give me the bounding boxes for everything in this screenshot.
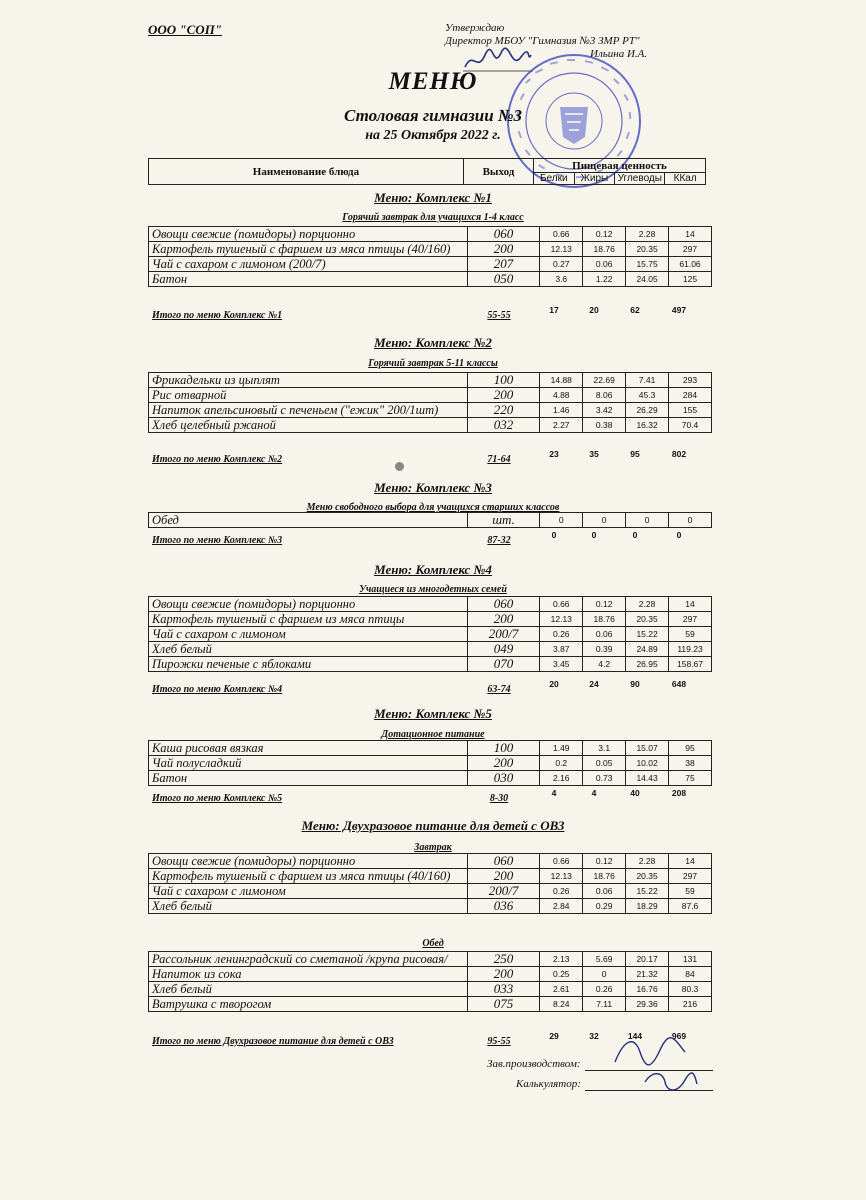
dish-name: Обед [149, 513, 468, 528]
dish-output: 207 [467, 257, 540, 272]
dish-output: 200 [467, 242, 540, 257]
dish-fats: 0.06 [583, 257, 626, 272]
total-carbs: 40 [630, 788, 640, 798]
dish-output: 200 [467, 612, 540, 627]
dish-name: Каша рисовая вязкая [149, 741, 468, 756]
dish-name: Чай с сахаром с лимоном [149, 627, 468, 642]
total-output: 87-32 [487, 534, 511, 546]
total-kcal: 0 [676, 530, 682, 540]
dish-row [149, 657, 712, 672]
dish-row [149, 884, 712, 899]
dish-fats: 4.2 [583, 657, 626, 672]
dish-proteins: 0.66 [540, 854, 583, 869]
dish-carbs: 20.35 [626, 612, 669, 627]
dish-carbs: 10.02 [626, 756, 669, 771]
section-total [152, 788, 712, 805]
dish-carbs: 0 [626, 513, 669, 528]
dish-fats: 5.69 [583, 952, 626, 967]
dish-carbs: 18.29 [626, 899, 669, 914]
total-fats: 35 [589, 449, 599, 459]
dish-carbs: 26.29 [626, 403, 669, 418]
approval-line: Директор МБОУ "Гимназия №3 ЗМР РТ" [445, 35, 640, 47]
total-label: Итого по меню Двухразовое питание для детей с ОВЗ [152, 1035, 394, 1047]
col-fats: Жиры [574, 173, 615, 185]
ink-dot [395, 462, 404, 471]
dish-name: Хлеб целебный ржаной [149, 418, 468, 433]
dish-row [149, 854, 712, 869]
dish-carbs: 21.32 [626, 967, 669, 982]
dish-kcal: 14 [669, 854, 712, 869]
section-subtitle: Горячий завтрак для учащихся 1-4 класс [342, 212, 524, 223]
total-proteins: 20 [549, 679, 559, 689]
dish-row [149, 771, 712, 786]
dish-name: Овощи свежие (помидоры) порционно [149, 597, 468, 612]
section-total [152, 679, 712, 696]
dish-row [149, 513, 712, 528]
dish-carbs: 2.28 [626, 597, 669, 612]
dish-output: шт. [467, 513, 540, 528]
dish-fats: 0.12 [583, 854, 626, 869]
dish-row [149, 373, 712, 388]
total-carbs: 90 [630, 679, 640, 689]
dish-carbs: 20.35 [626, 869, 669, 884]
dish-proteins: 2.13 [540, 952, 583, 967]
dish-row [149, 227, 712, 242]
dish-row [149, 612, 712, 627]
dish-kcal: 158.67 [669, 657, 712, 672]
total-output: 71-64 [487, 453, 511, 465]
dish-row [149, 257, 712, 272]
dish-row [149, 642, 712, 657]
col-kcal: ККал [665, 173, 706, 185]
dish-kcal: 297 [669, 612, 712, 627]
dish-proteins: 0.26 [540, 627, 583, 642]
dish-proteins: 0.66 [540, 597, 583, 612]
dish-name: Ватрушка с творогом [149, 997, 468, 1012]
dish-output: 200 [467, 967, 540, 982]
dish-kcal: 61.06 [669, 257, 712, 272]
dish-table [148, 951, 712, 1012]
dish-fats: 0 [583, 513, 626, 528]
organization-name: ООО "СОП" [148, 22, 223, 37]
dish-kcal: 293 [669, 373, 712, 388]
dish-kcal: 75 [669, 771, 712, 786]
dish-fats: 3.42 [583, 403, 626, 418]
dish-proteins: 3.87 [540, 642, 583, 657]
dish-row [149, 997, 712, 1012]
dish-fats: 0.38 [583, 418, 626, 433]
dish-carbs: 16.32 [626, 418, 669, 433]
dish-kcal: 119.23 [669, 642, 712, 657]
dish-kcal: 84 [669, 967, 712, 982]
total-kcal: 802 [671, 449, 687, 459]
dish-proteins: 2.84 [540, 899, 583, 914]
dish-proteins: 2.16 [540, 771, 583, 786]
dish-fats: 0.39 [583, 642, 626, 657]
dish-name: Чай полусладкий [149, 756, 468, 771]
dish-output: 250 [467, 952, 540, 967]
dish-output: 100 [467, 741, 540, 756]
dish-row [149, 597, 712, 612]
dish-carbs: 14.43 [626, 771, 669, 786]
dish-fats: 0.12 [583, 597, 626, 612]
total-fats: 32 [589, 1031, 599, 1041]
section-title: Меню: Комплекс №2 [374, 335, 492, 350]
dish-fats: 0.26 [583, 982, 626, 997]
dish-table [148, 226, 712, 287]
dish-fats: 7.11 [583, 997, 626, 1012]
dish-output: 060 [467, 597, 540, 612]
dish-proteins: 0.25 [540, 967, 583, 982]
canteen-subtitle: Столовая гимназии №3 [343, 106, 523, 125]
dish-kcal: 125 [669, 272, 712, 287]
dish-kcal: 38 [669, 756, 712, 771]
dish-output: 060 [467, 227, 540, 242]
dish-fats: 18.76 [583, 612, 626, 627]
dish-name: Картофель тушеный с фаршем из мяса птицы (40/160) [149, 869, 468, 884]
dish-kcal: 0 [669, 513, 712, 528]
dish-kcal: 59 [669, 627, 712, 642]
dish-output: 049 [467, 642, 540, 657]
total-label: Итого по меню Комплекс №2 [152, 453, 283, 465]
dish-carbs: 26.95 [626, 657, 669, 672]
dish-output: 060 [467, 854, 540, 869]
dish-proteins: 8.24 [540, 997, 583, 1012]
total-carbs: 0 [632, 530, 638, 540]
dish-name: Рис отварной [149, 388, 468, 403]
dish-proteins: 0 [540, 513, 583, 528]
dish-row [149, 982, 712, 997]
dish-proteins: 12.13 [540, 612, 583, 627]
dish-row [149, 741, 712, 756]
dish-fats: 0.06 [583, 884, 626, 899]
dish-output: 200 [467, 388, 540, 403]
dish-carbs: 15.75 [626, 257, 669, 272]
total-proteins: 0 [551, 530, 557, 540]
dish-proteins: 0.66 [540, 227, 583, 242]
total-kcal: 648 [671, 679, 687, 689]
dish-name: Напиток апельсиновый с печеньем ("ежик" 200/1шт) [149, 403, 468, 418]
dish-kcal: 80.3 [669, 982, 712, 997]
dish-table [148, 372, 712, 433]
section-total [152, 305, 712, 322]
total-fats: 24 [589, 679, 599, 689]
dish-kcal: 87.6 [669, 899, 712, 914]
production-manager-label: Зав.производством: [487, 1058, 581, 1070]
dish-kcal: 14 [669, 227, 712, 242]
section-title: Меню: Комплекс №5 [374, 706, 492, 721]
dish-row [149, 967, 712, 982]
dish-row [149, 388, 712, 403]
total-label: Итого по меню Комплекс №1 [152, 309, 283, 321]
dish-output: 050 [467, 272, 540, 287]
total-output: 63-74 [487, 683, 511, 695]
dish-output: 030 [467, 771, 540, 786]
col-carbs: Углеводы [615, 173, 665, 185]
total-label: Итого по меню Комплекс №3 [152, 534, 283, 546]
total-kcal: 969 [671, 1031, 687, 1041]
dish-table [148, 596, 712, 672]
calculator-label: Калькулятор: [516, 1078, 581, 1090]
dish-carbs: 15.22 [626, 627, 669, 642]
col-name: Наименование блюда [149, 159, 464, 185]
dish-output: 200 [467, 869, 540, 884]
total-fats: 4 [591, 788, 597, 798]
dish-carbs: 15.07 [626, 741, 669, 756]
dish-fats: 18.76 [583, 869, 626, 884]
dish-row [149, 869, 712, 884]
dish-output: 033 [467, 982, 540, 997]
dish-fats: 0.73 [583, 771, 626, 786]
dish-carbs: 16.76 [626, 982, 669, 997]
col-proteins: Белки [534, 173, 575, 185]
section-title: Меню: Комплекс №1 [374, 190, 492, 205]
approval-line: Утверждаю [445, 22, 505, 34]
dish-kcal: 59 [669, 884, 712, 899]
dish-name: Картофель тушеный с фаршем из мяса птицы [149, 612, 468, 627]
dish-proteins: 12.13 [540, 869, 583, 884]
total-kcal: 208 [671, 788, 687, 798]
dish-proteins: 4.88 [540, 388, 583, 403]
total-fats: 20 [589, 305, 599, 315]
dish-carbs: 20.35 [626, 242, 669, 257]
dish-name: Батон [149, 771, 468, 786]
dish-output: 032 [467, 418, 540, 433]
dish-output: 036 [467, 899, 540, 914]
dish-table [148, 853, 712, 914]
total-carbs: 95 [630, 449, 640, 459]
dish-output: 075 [467, 997, 540, 1012]
dish-name: Хлеб белый [149, 899, 468, 914]
dish-name: Чай с сахаром с лимоном [149, 884, 468, 899]
dish-name: Хлеб белый [149, 982, 468, 997]
section-total [152, 449, 712, 466]
dish-fats: 3.1 [583, 741, 626, 756]
dish-name: Напиток из сока [149, 967, 468, 982]
section-title: Меню: Двухразовое питание для детей с ОВЗ [301, 818, 565, 833]
dish-proteins: 2.61 [540, 982, 583, 997]
dish-proteins: 1.49 [540, 741, 583, 756]
dish-fats: 0 [583, 967, 626, 982]
dish-proteins: 0.27 [540, 257, 583, 272]
total-output: 8-30 [489, 792, 509, 804]
section-total [152, 530, 712, 547]
dish-kcal: 297 [669, 869, 712, 884]
dish-fats: 0.05 [583, 756, 626, 771]
dish-output: 200 [467, 756, 540, 771]
dish-row [149, 418, 712, 433]
menu-date: на 25 Октября 2022 г. [365, 128, 501, 143]
section-subtitle: Меню свободного выбора для учащихся старших классов [306, 502, 560, 513]
dish-kcal: 95 [669, 741, 712, 756]
section-subtitle: Завтрак [414, 842, 452, 853]
dish-proteins: 12.13 [540, 242, 583, 257]
dish-carbs: 20.17 [626, 952, 669, 967]
dish-proteins: 2.27 [540, 418, 583, 433]
total-label: Итого по меню Комплекс №4 [152, 683, 283, 695]
section-title: Меню: Комплекс №3 [374, 480, 492, 495]
dish-output: 200/7 [467, 884, 540, 899]
total-carbs: 144 [627, 1031, 643, 1041]
section-subtitle: Дотационное питание [381, 729, 485, 740]
total-fats: 0 [591, 530, 597, 540]
dish-name: Овощи свежие (помидоры) порционно [149, 227, 468, 242]
dish-table [148, 512, 712, 528]
dish-name: Рассольник ленинградский со сметаной /крупа рисовая/ [149, 952, 468, 967]
dish-row [149, 756, 712, 771]
dish-output: 220 [467, 403, 540, 418]
dish-row [149, 627, 712, 642]
page-title: МЕНЮ [388, 68, 478, 95]
total-proteins: 29 [549, 1031, 559, 1041]
dish-fats: 1.22 [583, 272, 626, 287]
dish-kcal: 131 [669, 952, 712, 967]
dish-fats: 0.06 [583, 627, 626, 642]
dish-table [148, 740, 712, 786]
dish-proteins: 1.46 [540, 403, 583, 418]
dish-row [149, 899, 712, 914]
dish-carbs: 2.28 [626, 854, 669, 869]
signatures [605, 1032, 700, 1097]
dish-kcal: 297 [669, 242, 712, 257]
col-nutrition: Пищевая ценность [534, 159, 706, 173]
dish-fats: 0.29 [583, 899, 626, 914]
dish-name: Батон [149, 272, 468, 287]
column-header [148, 158, 706, 185]
dish-carbs: 29.36 [626, 997, 669, 1012]
dish-proteins: 0.2 [540, 756, 583, 771]
dish-proteins: 3.6 [540, 272, 583, 287]
dish-row [149, 403, 712, 418]
dish-carbs: 24.89 [626, 642, 669, 657]
dish-kcal: 155 [669, 403, 712, 418]
dish-name: Фрикадельки из цыплят [149, 373, 468, 388]
dish-output: 070 [467, 657, 540, 672]
dish-name: Хлеб белый [149, 642, 468, 657]
total-kcal: 497 [671, 305, 687, 315]
dish-kcal: 216 [669, 997, 712, 1012]
dish-output: 200/7 [467, 627, 540, 642]
section-title: Меню: Комплекс №4 [374, 562, 492, 577]
dish-proteins: 14.88 [540, 373, 583, 388]
dish-name: Пирожки печеные с яблоками [149, 657, 468, 672]
total-proteins: 23 [549, 449, 559, 459]
dish-fats: 0.12 [583, 227, 626, 242]
total-output: 55-55 [487, 309, 511, 321]
dish-row [149, 952, 712, 967]
dish-carbs: 15.22 [626, 884, 669, 899]
total-output: 95-55 [487, 1035, 511, 1047]
dish-proteins: 3.45 [540, 657, 583, 672]
dish-carbs: 7.41 [626, 373, 669, 388]
dish-kcal: 70.4 [669, 418, 712, 433]
section-subtitle: Горячий завтрак 5-11 классы [368, 358, 498, 369]
total-carbs: 62 [630, 305, 640, 315]
dish-carbs: 2.28 [626, 227, 669, 242]
dish-name: Овощи свежие (помидоры) порционно [149, 854, 468, 869]
dish-name: Картофель тушеный с фаршем из мяса птицы (40/160) [149, 242, 468, 257]
dish-fats: 18.76 [583, 242, 626, 257]
total-proteins: 17 [549, 305, 559, 315]
dish-carbs: 45.3 [626, 388, 669, 403]
dish-fats: 8.06 [583, 388, 626, 403]
col-output: Выход [463, 159, 533, 185]
dish-fats: 22.69 [583, 373, 626, 388]
dish-carbs: 24.05 [626, 272, 669, 287]
section-subtitle: Обед [422, 938, 444, 949]
dish-kcal: 284 [669, 388, 712, 403]
dish-output: 100 [467, 373, 540, 388]
dish-proteins: 0.26 [540, 884, 583, 899]
dish-name: Чай с сахаром с лимоном (200/7) [149, 257, 468, 272]
dish-row [149, 272, 712, 287]
total-label: Итого по меню Комплекс №5 [152, 792, 283, 804]
dish-row [149, 242, 712, 257]
approval-line: Ильина И.А. [590, 48, 648, 60]
section-subtitle: Учащиеся из многодетных семей [359, 584, 507, 595]
total-proteins: 4 [551, 788, 557, 798]
dish-kcal: 14 [669, 597, 712, 612]
